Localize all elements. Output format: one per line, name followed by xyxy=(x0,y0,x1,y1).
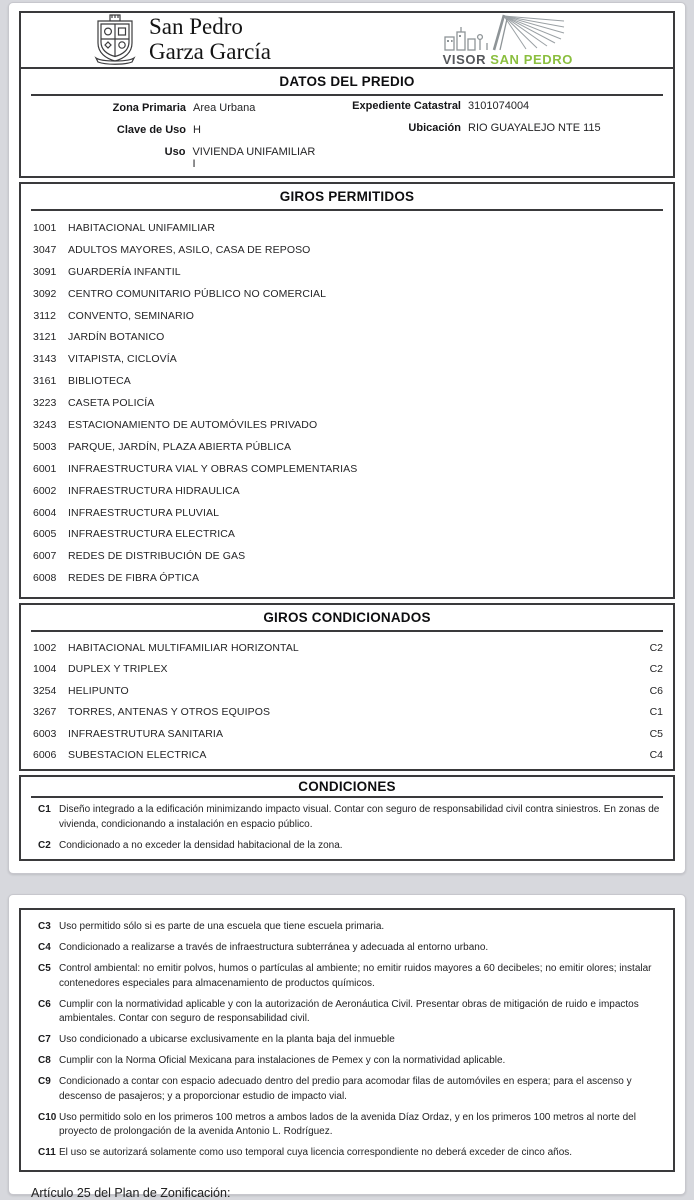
giro-permitido-row xyxy=(21,545,673,567)
giros-permitidos-box xyxy=(19,182,675,599)
giros-permitidos-list xyxy=(21,211,673,597)
giro-condicionado-row xyxy=(21,723,673,745)
header-datos-box xyxy=(19,11,675,178)
giro-name: GUARDERÍA INFANTIL xyxy=(68,265,181,278)
giro-code: 1004 xyxy=(33,663,57,676)
coat-of-arms-icon xyxy=(93,14,137,66)
visor-word: VISOR xyxy=(442,52,487,67)
condicion-row xyxy=(21,962,673,991)
municipality-brand xyxy=(93,14,271,66)
condicion-text: Uso condicionado a ubicarse exclusivamente en la planta baja del inmueble xyxy=(59,1034,395,1045)
giro-condicionado-row xyxy=(21,637,673,659)
giro-name: INFRAESTRUTURA SANITARIA xyxy=(68,727,224,740)
field-label: Uso xyxy=(164,146,186,158)
giro-permitido-row xyxy=(21,283,673,305)
giro-code: 3092 xyxy=(33,287,57,300)
giro-code: 3223 xyxy=(33,397,57,410)
giros-condicionados-box xyxy=(19,603,675,771)
condicion-text: Control ambiental: no emitir polvos, humos o partículas al ambiente; no emitir ruidos mayores a 60 decibeles; no emitir olores; instalar contenedores especiales para almacenamiento de productos químicos. xyxy=(59,963,652,989)
giro-condicionado-row xyxy=(21,659,673,681)
condicion-code: C2 xyxy=(38,839,51,851)
condicion-row xyxy=(21,1146,673,1161)
giro-condicionado-row xyxy=(21,745,673,767)
field-label: Ubicación xyxy=(408,122,461,134)
giro-name: INFRAESTRUCTURA ELECTRICA xyxy=(68,528,236,541)
condicion-row xyxy=(21,839,673,854)
condicion-code: C6 xyxy=(38,998,51,1010)
giro-permitido-row xyxy=(21,305,673,327)
condition-code: C2 xyxy=(649,641,663,654)
giro-code: 6004 xyxy=(33,506,57,519)
municipality-name xyxy=(149,15,271,65)
condicion-code: C10 xyxy=(38,1111,57,1123)
condicion-text: Uso permitido sólo si es parte de una escuela que tiene escuela primaria. xyxy=(59,921,385,932)
condicion-row xyxy=(21,1054,673,1069)
giro-code: 6007 xyxy=(33,550,57,563)
field-value: VIVIENDA UNIFAMILIAR I xyxy=(192,146,316,170)
condicion-row xyxy=(21,803,673,832)
condicion-code: C9 xyxy=(38,1076,51,1087)
giro-condicionado-row xyxy=(21,680,673,702)
visor-wordmark xyxy=(443,52,573,67)
condicion-code: C3 xyxy=(38,921,51,932)
condicion-code: C5 xyxy=(38,963,51,974)
condicion-row xyxy=(21,1033,673,1048)
giro-permitido-row xyxy=(21,436,673,458)
report-card-page-1 xyxy=(8,2,686,874)
condition-code: C4 xyxy=(649,749,663,762)
giro-code: 6001 xyxy=(33,462,57,475)
giro-permitido-row xyxy=(21,392,673,414)
giro-name: REDES DE FIBRA ÓPTICA xyxy=(68,572,200,585)
section-title-condiciones: CONDICIONES xyxy=(298,779,396,795)
giro-permitido-row xyxy=(21,458,673,480)
articulo-25-label: Artículo 25 del Plan de Zonificación: xyxy=(31,1185,231,1200)
giro-name: INFRAESTRUCTURA HIDRAULICA xyxy=(68,484,240,497)
giro-name: HABITACIONAL UNIFAMILIAR xyxy=(68,221,216,234)
condicion-text: Uso permitido solo en los primeros 100 metros a ambos lados de la avenida Díaz Ordaz, y en los primeros 100 metros al norte del proyecto de prolongación de la avenida Antonio L. Rodríguez. xyxy=(59,1111,636,1137)
predio-field xyxy=(21,146,321,168)
field-label: Zona Primaria xyxy=(112,102,186,114)
giro-name: ADULTOS MAYORES, ASILO, CASA DE REPOSO xyxy=(68,243,311,256)
giro-permitido-row xyxy=(21,348,673,370)
condicion-text: El uso se autorizará solamente como uso temporal cuya licencia correspondiente no deberá exceder de cinco años. xyxy=(59,1147,573,1158)
condicion-text: Diseño integrado a la edificación minimizando impacto visual. Contar con seguro de responsabilidad civil contra siniestros. En zonas de vivienda, condicionando a instalación en espacio público. xyxy=(59,804,660,830)
condicion-code: C4 xyxy=(38,942,51,953)
condicion-row xyxy=(21,1111,673,1140)
giro-code: 3112 xyxy=(33,309,56,322)
giro-permitido-row xyxy=(21,370,673,392)
giro-name: SUBESTACION ELECTRICA xyxy=(68,749,207,762)
giro-permitido-row xyxy=(21,217,673,239)
predio-fields xyxy=(21,96,673,176)
giro-code: 3243 xyxy=(33,418,57,431)
giro-name: TORRES, ANTENAS Y OTROS EQUIPOS xyxy=(68,706,271,719)
condicion-text: Cumplir con la normatividad aplicable y con la autorización de Aeronáutica Civil. Presentar obras de mitigación de ruido e impactos ambientales. Contar con seguro de responsabilidad civil. xyxy=(59,998,639,1024)
field-value: 3101074004 xyxy=(468,100,530,112)
giro-permitido-row xyxy=(21,239,673,261)
giro-code: 1002 xyxy=(33,641,57,654)
field-value: Area Urbana xyxy=(193,102,256,114)
giro-name: JARDÍN BOTANICO xyxy=(68,331,165,344)
giro-code: 3161 xyxy=(33,375,57,388)
condition-code: C1 xyxy=(649,706,663,719)
municipality-name-line1: San Pedro xyxy=(149,14,243,40)
giro-code: 3143 xyxy=(33,353,57,366)
giro-name: ESTACIONAMIENTO DE AUTOMÓVILES PRIVADO xyxy=(68,418,318,431)
giros-condicionados-list xyxy=(21,632,673,769)
section-title-giros-condicionados: GIROS CONDICIONADOS xyxy=(263,610,431,626)
visor-logo xyxy=(443,13,573,67)
giro-code: 6008 xyxy=(33,572,57,585)
condicion-code: C11 xyxy=(38,1147,56,1158)
giro-name: INFRAESTRUCTURA VIAL Y OBRAS COMPLEMENTARIAS xyxy=(68,462,358,475)
condicion-text: Condicionado a contar con espacio adecuado dentro del predio para acomodar filas de automóviles en espera; para el ascenso y descenso de pasajeros; y a proporcionar estudio de impacto vial. xyxy=(59,1076,632,1102)
condicion-text: Condicionado a no exceder la densidad habitacional de la zona. xyxy=(59,839,343,851)
giro-name: CENTRO COMUNITARIO PÚBLICO NO COMERCIAL xyxy=(68,287,327,300)
field-value: H xyxy=(193,124,201,136)
field-value: RIO GUAYALEJO NTE 115 xyxy=(468,122,601,134)
giro-name: HELIPUNTO xyxy=(68,684,129,697)
giro-code: 3091 xyxy=(33,265,57,278)
giro-name: BIBLIOTECA xyxy=(68,375,131,388)
condicion-code: C7 xyxy=(38,1034,51,1045)
giro-permitido-row xyxy=(21,567,673,589)
giro-permitido-row xyxy=(21,261,673,283)
giro-code: 3254 xyxy=(33,684,57,697)
condicion-row xyxy=(21,998,673,1027)
giro-permitido-row xyxy=(21,523,673,545)
giro-name: DUPLEX Y TRIPLEX xyxy=(68,663,168,676)
giro-code: 3267 xyxy=(33,706,57,719)
field-label: Expediente Catastral xyxy=(352,100,461,112)
giro-permitido-row xyxy=(21,326,673,348)
condiciones-box-page-1 xyxy=(19,775,675,861)
condicion-code: C8 xyxy=(38,1055,51,1066)
predio-field xyxy=(21,124,321,146)
giro-permitido-row xyxy=(21,502,673,524)
condicion-row xyxy=(21,941,673,956)
giro-name: PARQUE, JARDÍN, PLAZA ABIERTA PÚBLICA xyxy=(68,440,292,453)
condition-code: C5 xyxy=(649,727,663,740)
condicion-row xyxy=(21,1075,673,1104)
condicion-code: C1 xyxy=(38,804,51,816)
section-title-datos-del-predio: DATOS DEL PREDIO xyxy=(279,74,415,89)
predio-fields-left-column xyxy=(21,102,321,168)
section-title-giros-permitidos: GIROS PERMITIDOS xyxy=(279,189,415,204)
giro-name: VITAPISTA, CICLOVÍA xyxy=(68,353,177,366)
giro-permitido-row xyxy=(21,480,673,502)
predio-field xyxy=(321,100,673,122)
condiciones-box-page-2 xyxy=(19,908,675,1172)
giro-code: 5003 xyxy=(33,440,57,453)
giro-code: 3121 xyxy=(33,331,57,344)
bridge-skyline-icon xyxy=(443,13,565,51)
condicion-text: Condicionado a realizarse a través de infraestructura subterránea y adecuada al entorno urbano. xyxy=(59,942,489,953)
giro-condicionado-row xyxy=(21,702,673,724)
report-card-page-2 xyxy=(8,894,686,1200)
giro-name: HABITACIONAL MULTIFAMILIAR HORIZONTAL xyxy=(68,641,299,654)
giro-code: 6003 xyxy=(33,727,57,740)
predio-field xyxy=(21,102,321,124)
giro-code: 6006 xyxy=(33,749,57,762)
giro-name: INFRAESTRUCTURA PLUVIAL xyxy=(68,506,220,519)
predio-fields-right-column xyxy=(321,100,673,168)
condiciones-list-page-1 xyxy=(21,798,673,859)
giro-code: 6002 xyxy=(33,484,57,497)
giro-name: CONVENTO, SEMINARIO xyxy=(68,309,194,322)
condition-code: C6 xyxy=(649,684,663,697)
predio-field xyxy=(321,122,673,144)
field-label: Clave de Uso xyxy=(116,124,186,136)
condition-code: C2 xyxy=(649,663,663,676)
san-pedro-word: SAN PEDRO xyxy=(490,52,573,67)
condicion-text: Cumplir con la Norma Oficial Mexicana para instalaciones de Pemex y con la normatividad aplicable. xyxy=(59,1055,506,1066)
document-header xyxy=(21,13,673,69)
giro-code: 6005 xyxy=(33,528,57,541)
giro-code: 3047 xyxy=(33,243,57,256)
condiciones-list-page-2 xyxy=(21,910,673,1170)
municipality-name-line2: Garza García xyxy=(149,39,271,64)
condicion-row xyxy=(21,920,673,935)
giro-name: CASETA POLICÍA xyxy=(68,397,155,410)
giro-name: REDES DE DISTRIBUCIÓN DE GAS xyxy=(68,550,246,563)
giro-permitido-row xyxy=(21,414,673,436)
giro-code: 1001 xyxy=(33,221,57,234)
